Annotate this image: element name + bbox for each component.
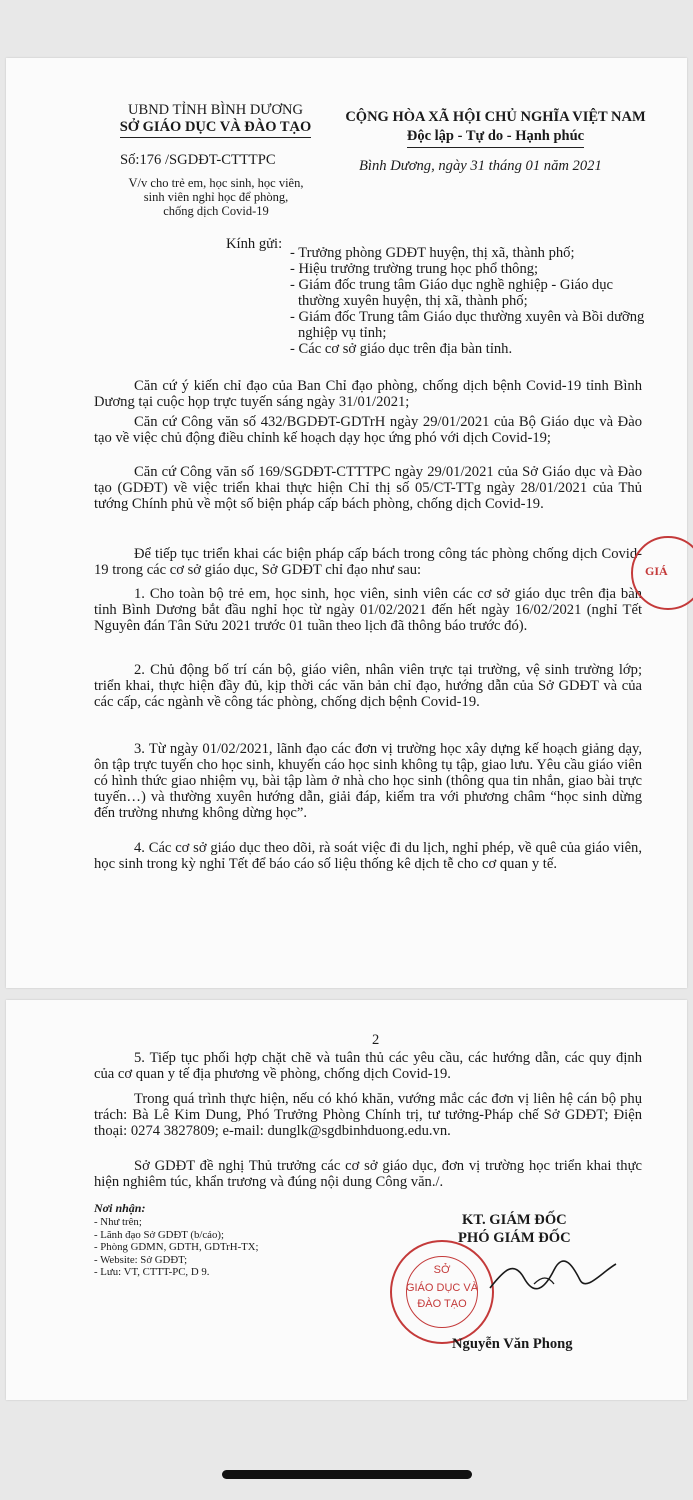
document-page-1 (6, 58, 687, 988)
subject-line: chống dịch Covid-19 (163, 204, 269, 218)
national-motto (328, 108, 663, 148)
paragraph: Để tiếp tục triển khai các biện pháp cấp bách trong công tác phòng chống dịch Covid-19 trong các cơ sở giáo dục, Sở GDĐT chỉ đạo như sau: (94, 546, 642, 578)
document-number: Số:176 /SGDĐT-CTTTPC (120, 152, 276, 168)
footer-recipient: - Website: Sở GDĐT; (94, 1253, 188, 1266)
seal-line: ĐÀO TẠO (417, 1298, 467, 1310)
signatory-title-1: KT. GIÁM ĐỐC (462, 1212, 567, 1228)
recipients-footer-list (94, 1216, 259, 1279)
paragraph: 4. Các cơ sở giáo dục theo dõi, rà soát việc đi du lịch, nghỉ phép, về quê của giáo viên, học sinh trong kỳ nghỉ Tết để báo cáo số liệu thống kê dịch tễ cho cơ quan y tế. (94, 840, 642, 872)
recipients-label: Kính gửi: (226, 236, 283, 252)
footer-recipient: - Lưu: VT, CTTT-PC, D 9. (94, 1266, 210, 1278)
signer-name: Nguyễn Văn Phong (452, 1336, 573, 1352)
page-number: 2 (372, 1032, 380, 1048)
seal-stamp-text: GIÁ (645, 564, 668, 578)
paragraph: 2. Chủ động bố trí cán bộ, giáo viên, nhân viên trực tại trường, vệ sinh trường lớp; triển khai, thực hiện đầy đủ, kịp thời các văn bản chỉ đạo, hướng dẫn của Sở GDĐT và của các cấp, các ngành về công tác phòng, chống dịch bệnh Covid-19. (94, 662, 642, 710)
official-seal (390, 1240, 494, 1344)
seal-line: GIÁO DỤC VÀ (405, 1282, 479, 1294)
contact-paragraph: Trong quá trình thực hiện, nếu có khó khăn, vướng mắc các đơn vị liên hệ cán bộ phụ trách: Bà Lê Kim Dung, Phó Trưởng Phòng Chính trị, tư tưởng-Pháp chế Sở GDĐT; Điện thoại: 0274 3827809; e-mail: dunglk@sgdbinhduong.edu.vn. (94, 1091, 642, 1139)
nation-line-1: CỘNG HÒA XÃ HỘI CHỦ NGHĨA VIỆT NAM (345, 109, 646, 125)
place-date: Bình Dương, ngày 31 tháng 01 năm 2021 (359, 158, 602, 174)
paragraph: Sở GDĐT đề nghị Thủ trưởng các cơ sở giáo dục, đơn vị trường học triển khai thực hiện nghiêm túc, khẩn trương và đúng nội dung Công văn./. (94, 1158, 642, 1190)
recipients-footer-title: Nơi nhận: (94, 1201, 146, 1215)
paragraph: 5. Tiếp tục phối hợp chặt chẽ và tuân thủ các yêu cầu, các hướng dẫn, các quy định của cơ quan y tế địa phương về phòng, chống dịch Covid-19. (94, 1050, 642, 1082)
org-line-1: UBND TỈNH BÌNH DƯƠNG (128, 102, 303, 118)
signatory-title-2: PHÓ GIÁM ĐỐC (458, 1230, 571, 1246)
paragraph: 1. Cho toàn bộ trẻ em, học sinh, học viên, sinh viên các cơ sở giáo dục trên địa bàn tỉnh Bình Dương bắt đầu nghỉ học từ ngày 01/02/2021 đến hết ngày 16/02/2021 (nghỉ Tết Nguyên đán Tân Sửu 2021 trước 01 tuần theo lịch đã thông báo trước đó). (94, 586, 642, 634)
footer-recipient: - Phòng GDMN, GDTH, GDTrH-TX; (94, 1241, 259, 1253)
recipient-item: - Trưởng phòng GDĐT huyện, thị xã, thành phố; (290, 245, 575, 261)
footer-recipient: - Như trên; (94, 1216, 142, 1228)
recipients-list (290, 245, 650, 357)
paragraph: Căn cứ ý kiến chỉ đạo của Ban Chỉ đạo phòng, chống dịch bệnh Covid-19 tỉnh Bình Dương tại cuộc họp trực tuyến sáng ngày 31/01/2021; (94, 378, 642, 410)
subject-line: sinh viên nghỉ học để phòng, (143, 190, 289, 204)
issuing-authority (108, 102, 323, 138)
paragraph (94, 1091, 642, 1139)
recipient-item: - Hiệu trưởng trường trung học phổ thông; (290, 261, 539, 277)
subject (106, 176, 326, 218)
home-indicator[interactable] (222, 1470, 472, 1479)
recipient-item: - Giám đốc trung tâm Giáo dục nghề nghiệp - Giáo dục thường xuyên huyện, thị xã, thành phố; (290, 277, 614, 309)
footer-recipient: - Lãnh đạo Sở GDĐT (b/cáo); (94, 1228, 224, 1241)
document-page-2 (6, 1000, 687, 1400)
paragraph: Căn cứ Công văn số 432/BGDĐT-GDTrH ngày 29/01/2021 của Bộ Giáo dục và Đào tạo về việc chủ động điều chỉnh kế hoạch dạy học ứng phó với dịch Covid-19; (94, 414, 642, 446)
recipient-item: - Giám đốc Trung tâm Giáo dục thường xuyên và Bồi dưỡng nghiệp vụ tỉnh; (290, 309, 645, 341)
handwritten-signature (484, 1250, 624, 1300)
nation-line-2: Độc lập - Tự do - Hạnh phúc (407, 127, 584, 148)
paragraph: 3. Từ ngày 01/02/2021, lãnh đạo các đơn vị trường học xây dựng kế hoạch giảng dạy, ôn tập trực tuyến cho học sinh, khuyến cáo học sinh không tụ tập, giao lưu. Yêu cầu giáo viên có hình thức giao nhiệm vụ, bài tập làm ở nhà cho học sinh (thông qua tin nhắn, giao bài trực tuyến…) và thường xuyên hướng dẫn, giải đáp, kiểm tra với phương châm “học sinh dừng đến trường nhưng không dừng học”. (94, 741, 642, 821)
seal-line: SỞ (433, 1264, 451, 1276)
subject-line: V/v cho trẻ em, học sinh, học viên, (128, 176, 304, 190)
paragraph: Căn cứ Công văn số 169/SGDĐT-CTTTPC ngày 29/01/2021 của Sở Giáo dục và Đào tạo (GDĐT) về việc triển khai thực hiện Chỉ thị số 05/CT-TTg ngày 28/01/2021 của Thủ tướng Chính phủ về một số biện pháp cấp bách phòng, chống dịch Covid-19. (94, 464, 642, 512)
org-line-2: SỞ GIÁO DỤC VÀ ĐÀO TẠO (120, 119, 312, 138)
recipient-item: - Các cơ sở giáo dục trên địa bàn tỉnh. (290, 341, 513, 357)
